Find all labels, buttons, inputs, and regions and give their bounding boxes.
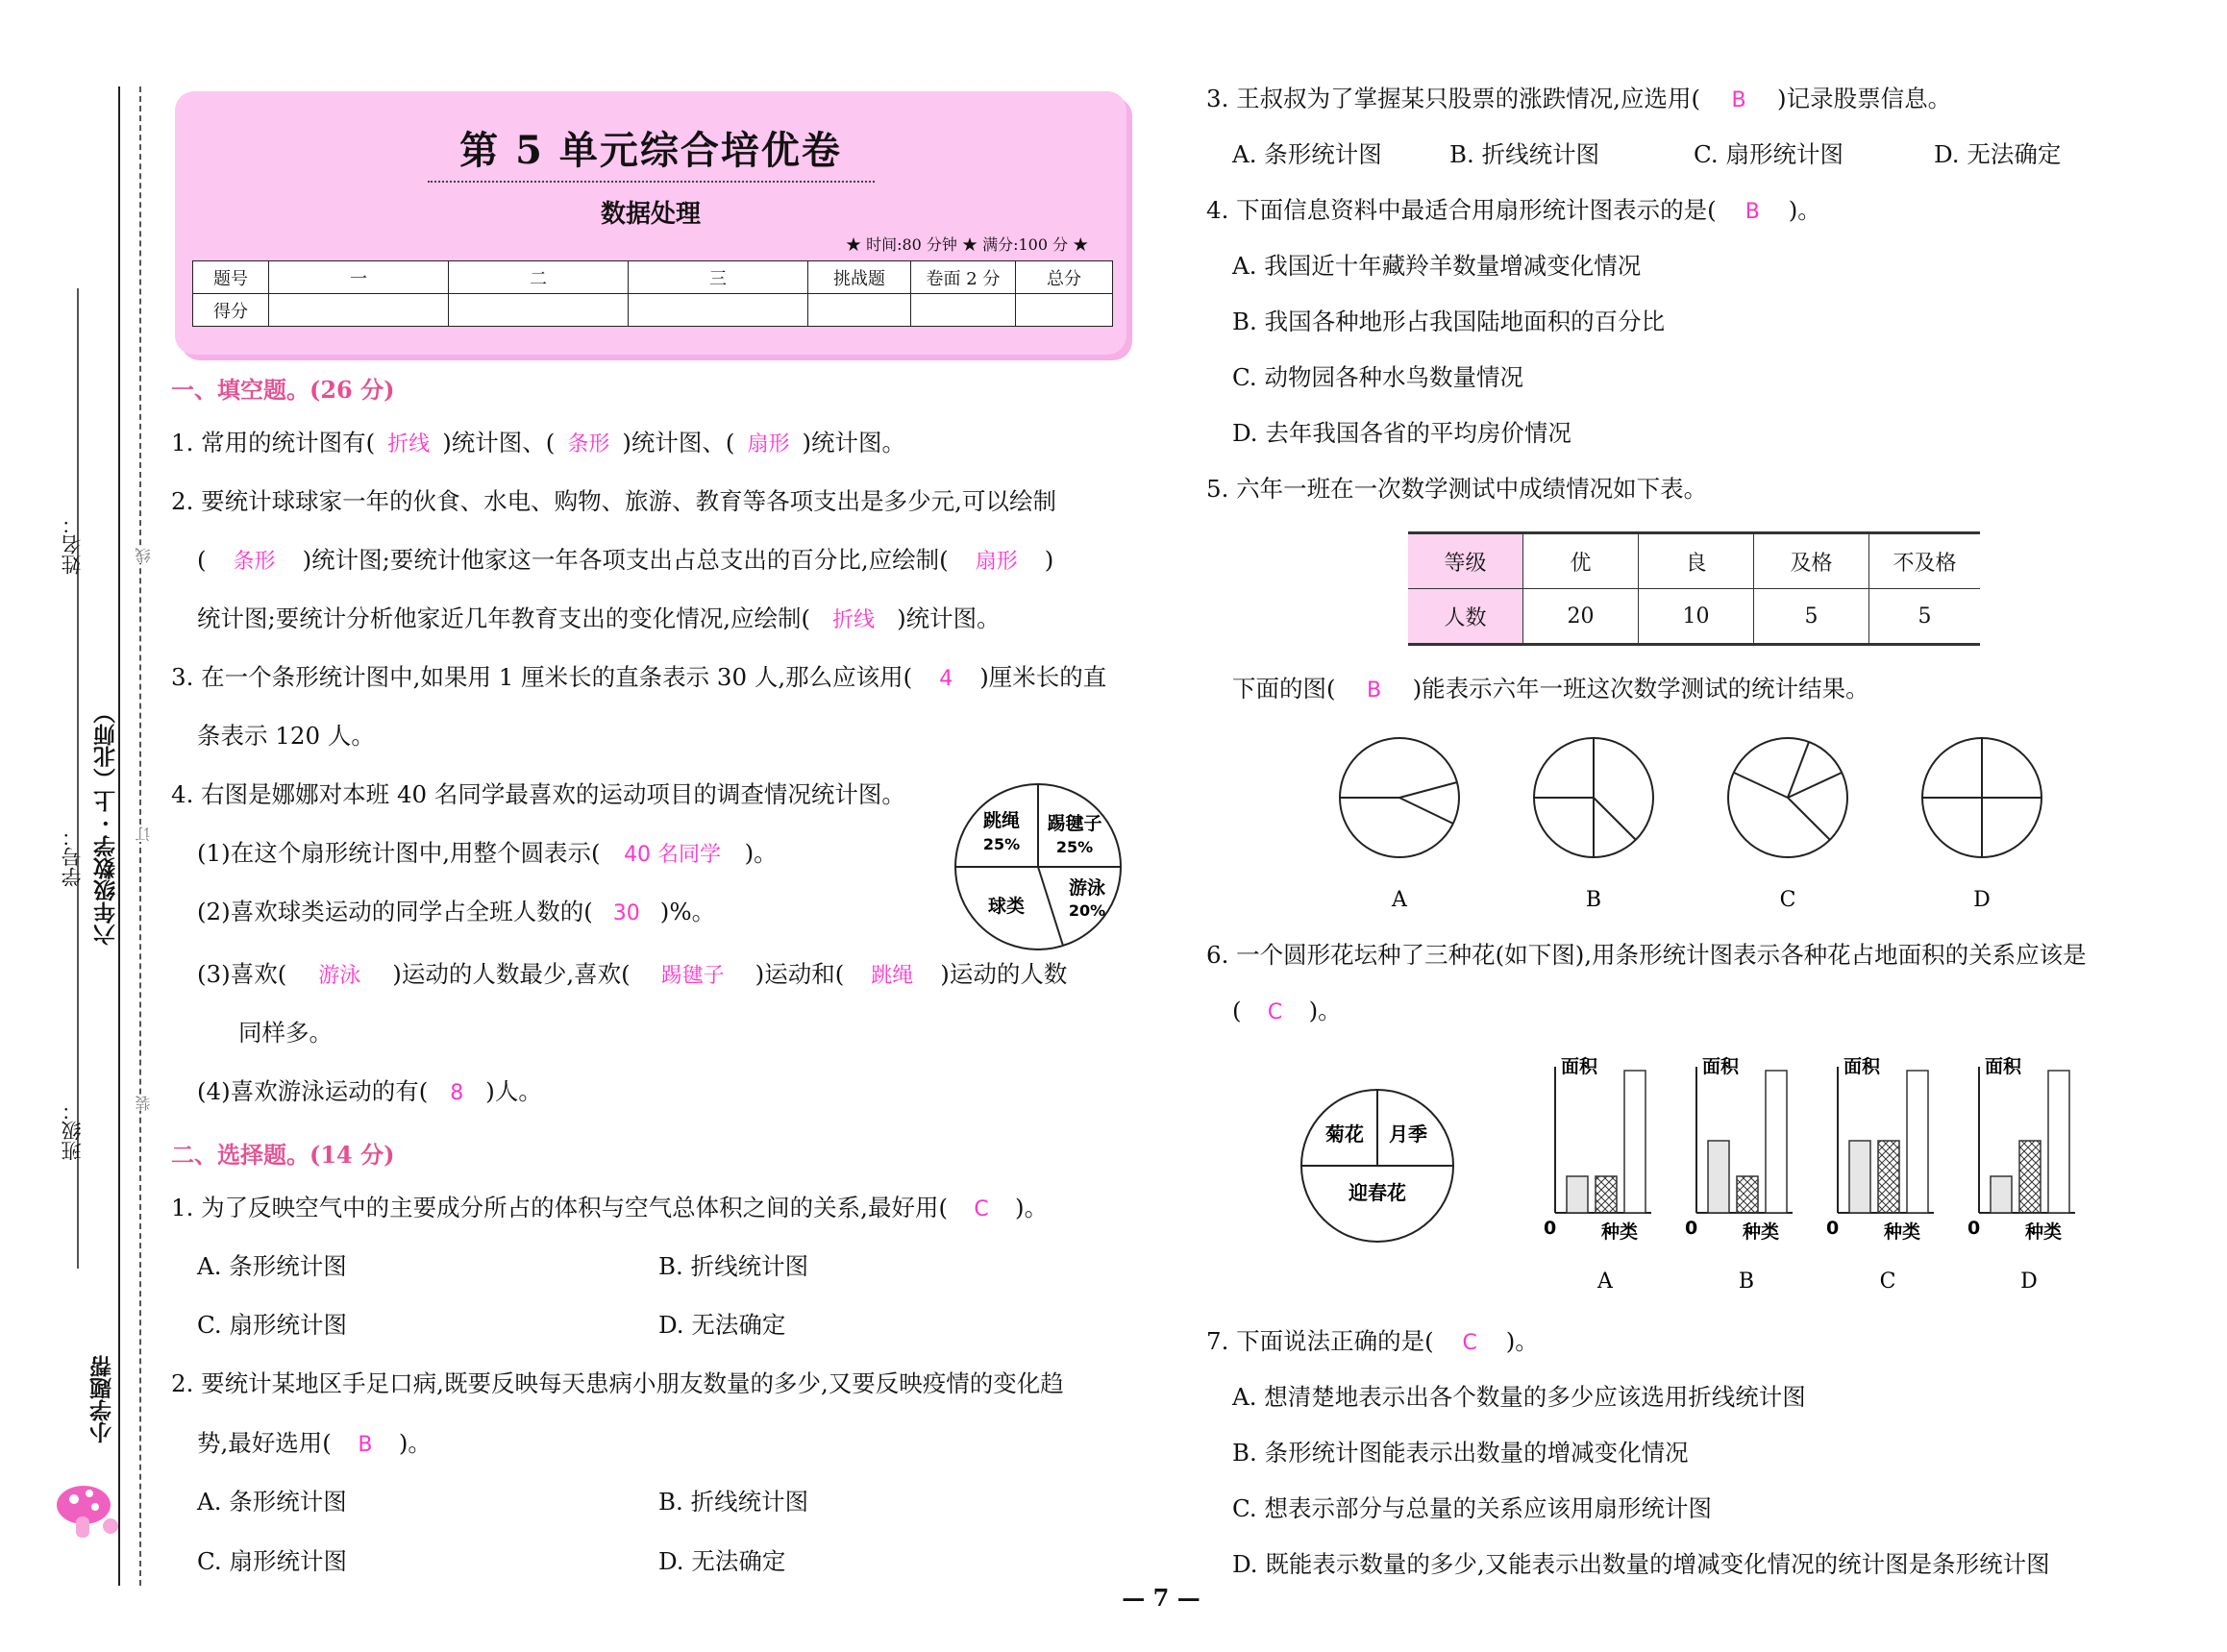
grade-th: 等级 [1408,533,1523,589]
s2-q1-option-d[interactable]: D. 无法确定 [658,1311,786,1339]
score-cell[interactable] [629,294,808,327]
score-cell[interactable] [449,294,629,327]
pie-option-label: D [1973,888,1991,912]
s1-q2-line2 [197,545,1053,578]
s1-q4-p2 [197,897,715,929]
text: )能表示六年一班这次数学测试的统计结果。 [1412,675,1869,703]
text: ( [197,546,207,574]
s2-q4-option-c[interactable]: C. 动物园各种水鸟数量情况 [1232,363,1523,391]
pie-option-label: C [1779,888,1796,912]
title-dotted-rule [428,181,875,183]
s2-q4-option-b[interactable]: B. 我国各种地形占我国陆地面积的百分比 [1232,308,1666,335]
pie-pct-tiaosheng: 25% [982,835,1021,853]
s2-q1-option-c[interactable]: C. 扇形统计图 [197,1311,347,1339]
bar-chart-x-label: 种类 [2025,1221,2063,1243]
text: ) [1044,546,1054,574]
text: )运动的人数 [940,960,1068,988]
grade-cell: 10 [1639,589,1754,645]
s2-q3-option-c[interactable]: C. 扇形统计图 [1694,140,1843,168]
answer: B [1731,88,1746,112]
sports-pie-chart [952,780,1125,953]
answer: 8 [450,1081,464,1105]
s2-q6-line2 [1232,996,1342,1028]
score-cell[interactable] [808,294,911,327]
score-table [192,260,1113,327]
text: )厘米长的直 [979,663,1107,691]
s1-q1 [171,428,905,460]
text: )。 [1015,1194,1049,1221]
bar-option-d-3 [2048,1071,2069,1213]
flower-label-juhua: 菊花 [1325,1122,1364,1146]
s2-q5-question [1232,674,1869,706]
text: 1. 常用的统计图有( [171,429,376,456]
score-th: 二 [449,261,629,294]
answer: 跳绳 [871,964,914,988]
bar-chart-y-label: 面积 [1985,1056,2022,1077]
s2-q2-option-c[interactable]: C. 扇形统计图 [197,1547,347,1575]
text: )统计图。 [897,604,1001,632]
brand-label: 小学题帮 [89,1355,115,1443]
s2-q2-line1: 2. 要统计某地区手足口病,既要反映每天患病小朋友数量的多少,又要反映疫情的变化趋 [171,1369,1064,1397]
s1-q2-line1: 2. 要统计球球家一年的伙食、水电、购物、旅游、教育等各项支出是多少元,可以绘制 [171,487,1056,515]
s1-q4-p3 [197,959,1067,992]
text: )。 [398,1429,432,1457]
mushroom-logo [53,1478,125,1545]
bar-option-c-2 [1878,1141,1899,1213]
answer: 4 [939,667,953,691]
pie-label-qiulei: 球类 [987,896,1026,917]
bar-option-c-1 [1849,1141,1870,1213]
bar-option-b-3 [1766,1071,1787,1213]
bar-option-a-1 [1567,1176,1588,1213]
answer: 游泳 [318,964,361,988]
bar-chart-y-label: 面积 [1561,1056,1598,1077]
score-th: 一 [269,261,449,294]
bar-chart-option-label: C [1879,1270,1896,1294]
text: )。 [1308,997,1342,1024]
text: )人。 [485,1077,542,1105]
grade-cell: 20 [1523,589,1639,645]
pie-label-tijianzi: 踢毽子 [1047,813,1102,834]
text: 3. 在一个条形统计图中,如果用 1 厘米长的直条表示 30 人,那么应该用( [171,663,913,691]
text: )。 [1788,196,1821,224]
bar-option-d-2 [2019,1141,2041,1213]
page-title: 第 5 单元综合培优卷 [459,128,842,173]
s2-q3-option-a[interactable]: A. 条形统计图 [1232,140,1382,168]
s2-q4 [1206,195,1821,228]
pie-option-label: B [1585,888,1602,912]
s2-q6-line1: 6. 一个圆形花坛种了三种花(如下图),用条形统计图表示各种花占地面积的关系应该是 [1206,941,2087,969]
bar-chart-origin: 0 [1826,1218,1840,1239]
section2-heading: 二、选择题。(14 分) [171,1141,395,1169]
page-subtitle: 数据处理 [600,200,701,229]
s1-q4-p4 [197,1076,542,1109]
s2-q1-option-b[interactable]: B. 折线统计图 [658,1252,809,1280]
grade-th: 不及格 [1869,533,1981,589]
bar-option-a-2 [1596,1176,1617,1213]
answer: 扇形 [747,432,790,456]
grade-th: 及格 [1754,533,1869,589]
grade-table [1408,531,1980,646]
answer: C [1267,1000,1283,1024]
grade-th: 优 [1523,533,1639,589]
text: )统计图、( [442,429,556,456]
grade-row-label: 人数 [1408,589,1523,645]
grade-cell: 5 [1869,589,1981,645]
pie-pct-tijianzi: 25% [1055,838,1094,856]
xuehao-label: 学号： [61,826,84,887]
q6-bar-options [1528,1048,2124,1297]
name-label: 姓名： [61,514,84,575]
bar-chart-x-label: 种类 [1743,1221,1780,1243]
s2-q1-option-a[interactable]: A. 条形统计图 [197,1252,347,1280]
answer: C [974,1197,989,1221]
answer: B [1367,678,1382,703]
text: )。 [744,839,778,867]
bar-chart-option-label: A [1597,1270,1613,1294]
text: 统计图;要统计分析他家近几年教育支出的变化情况,应绘制( [197,604,811,632]
bar-chart-origin: 0 [1544,1218,1557,1239]
score-row-label: 得分 [193,294,269,327]
text: 7. 下面说法正确的是( [1206,1327,1434,1355]
cut-label-zhuang: 装 [135,1096,153,1111]
s1-q4-p1 [197,838,778,871]
s2-q2-option-d[interactable]: D. 无法确定 [658,1547,786,1575]
answer: C [1462,1331,1477,1355]
pie-label-tiaosheng: 跳绳 [982,810,1021,831]
text: )%。 [659,898,716,925]
book-label: 六年级数学 · 上（北师） [93,702,119,947]
bar-option-c-3 [1907,1071,1928,1213]
bar-chart-y-label: 面积 [1702,1056,1740,1077]
text: )记录股票信息。 [1777,85,1952,112]
s2-q4-option-d[interactable]: D. 去年我国各省的平均房价情况 [1232,419,1571,447]
text: 1. 为了反映空气中的主要成分所占的体积与空气总体积之间的关系,最好用( [171,1194,949,1221]
score-th: 卷面 2 分 [911,261,1016,294]
text: 下面的图( [1232,675,1336,703]
text: 势,最好选用( [197,1429,332,1457]
text: )统计图。 [802,429,906,456]
page-number: — 7 — [1122,1584,1200,1612]
s1-q4-intro: 4. 右图是娜娜对本班 40 名同学最喜欢的运动项目的调查情况统计图。 [171,780,905,808]
answer: 踢毽子 [660,964,725,988]
text: 4. 下面信息资料中最适合用扇形统计图表示的是( [1206,196,1717,224]
flower-label-yueji: 月季 [1389,1122,1427,1146]
flower-label-yingchun: 迎春花 [1349,1181,1406,1204]
pie-option-label: A [1392,888,1407,912]
answer: 折线 [832,608,876,632]
text: 3. 王叔叔为了掌握某只股票的涨跌情况,应选用( [1206,85,1701,112]
text: (2)喜欢球类运动的同学占全班人数的( [197,898,593,925]
flower-pie-chart [1298,1086,1461,1249]
text: (4)喜欢游泳运动的有( [197,1077,429,1105]
score-cell[interactable] [911,294,1016,327]
bar-option-b-1 [1708,1141,1729,1213]
s2-q2-option-b[interactable]: B. 折线统计图 [658,1488,809,1516]
bar-chart-option-label: B [1738,1270,1755,1294]
bar-chart-y-label: 面积 [1843,1056,1881,1077]
bar-chart-option-label: D [2020,1270,2038,1294]
text: (1)在这个扇形统计图中,用整个圆表示( [197,839,601,867]
answer: B [358,1433,373,1457]
s2-q3-option-b[interactable]: B. 折线统计图 [1449,140,1600,168]
bar-chart-x-label: 种类 [1601,1221,1639,1243]
cut-label-xian: 线 [135,548,153,563]
bar-option-d-1 [1991,1176,2012,1213]
text: )运动和( [755,960,845,988]
pie-label-youyong: 游泳 [1068,877,1106,899]
time-info: ★ 时间:80 分钟 ★ 满分:100 分 ★ [846,235,1089,254]
s2-q7-option-a[interactable]: A. 想清楚地表示出各个数量的多少应该选用折线统计图 [1232,1383,1806,1411]
text: )统计图、( [622,429,735,456]
text: )。 [1505,1327,1539,1355]
s2-q7 [1206,1326,1539,1359]
class-label: 班级： [61,1100,84,1161]
cut-label-ding: 订 [135,826,153,842]
s1-q2-line3 [197,604,1001,636]
bar-chart-x-label: 种类 [1884,1221,1921,1243]
s2-q2-option-a[interactable]: A. 条形统计图 [197,1488,347,1516]
text: )运动的人数最少,喜欢( [392,960,631,988]
q5-pie-options [1326,730,2057,923]
grade-th: 良 [1639,533,1754,589]
section1-heading: 一、填空题。(26 分) [171,376,395,404]
text: )统计图;要统计他家这一年各项支出占总支出的百分比,应绘制( [302,546,949,574]
s1-q3-line2: 条表示 120 人。 [197,722,375,750]
s2-q2-line2 [197,1428,432,1461]
bar-option-a-3 [1624,1071,1646,1213]
score-cell[interactable] [269,294,449,327]
s2-q4-option-a[interactable]: A. 我国近十年藏羚羊数量增减变化情况 [1232,252,1642,280]
bar-chart-origin: 0 [1967,1218,1981,1239]
bar-chart-origin: 0 [1685,1218,1698,1239]
s2-q7-option-d[interactable]: D. 既能表示数量的多少,又能表示出数量的增减变化情况的统计图是条形统计图 [1232,1550,2050,1578]
s2-q3 [1206,84,1951,116]
score-th: 总分 [1016,261,1113,294]
grade-cell: 5 [1754,589,1869,645]
s2-q3-option-d[interactable]: D. 无法确定 [1934,140,2062,168]
bar-option-b-2 [1737,1176,1758,1213]
s2-q1 [171,1193,1048,1225]
answer: 30 [612,901,640,925]
score-th: 题号 [193,261,269,294]
s2-q7-option-b[interactable]: B. 条形统计图能表示出数量的增减变化情况 [1232,1439,1689,1467]
s2-q5-intro: 5. 六年一班在一次数学测试中成绩情况如下表。 [1206,475,1708,503]
answer: B [1744,200,1760,224]
text: (3)喜欢( [197,960,287,988]
answer: 条形 [233,550,276,574]
pie-pct-youyong: 20% [1068,901,1106,920]
score-th: 三 [629,261,808,294]
answer: 折线 [387,432,431,456]
answer: 扇形 [975,550,1018,574]
score-th: 挑战题 [808,261,911,294]
answer: 条形 [567,432,610,456]
score-cell[interactable] [1016,294,1113,327]
s1-q4-p3-cont: 同样多。 [238,1019,333,1047]
text: ( [1232,997,1242,1024]
s2-q7-option-c[interactable]: C. 想表示部分与总量的关系应该用扇形统计图 [1232,1494,1712,1522]
s1-q3-line1 [171,662,1106,695]
answer: 40 名同学 [624,843,722,867]
